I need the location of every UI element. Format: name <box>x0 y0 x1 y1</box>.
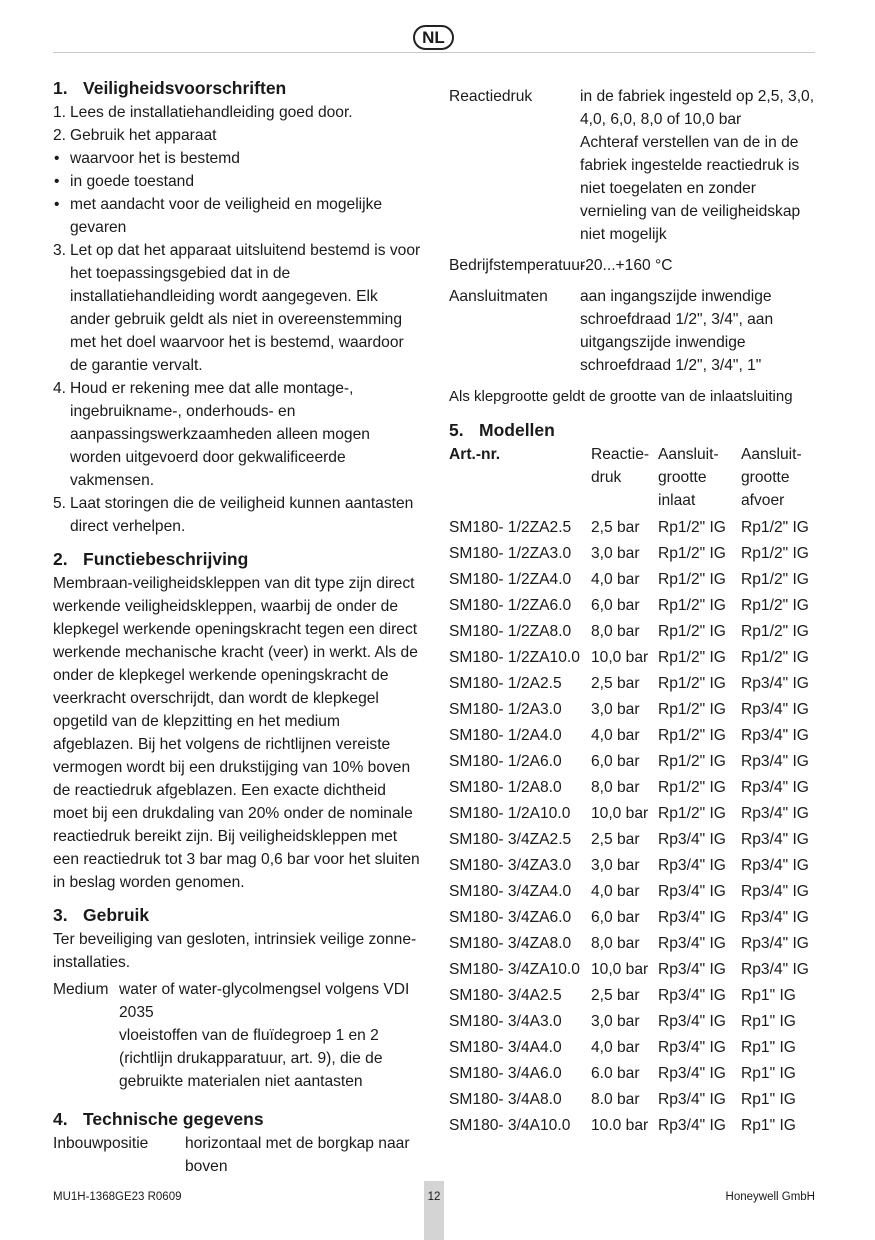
table-cell: Rp1/2" IG <box>658 649 726 666</box>
table-row <box>449 645 815 671</box>
models-table-body <box>449 515 815 1139</box>
usage-text: Ter beveiliging van gesloten, intrinsiek veilige zonne-installaties. <box>53 931 417 971</box>
table-cell: 2,5 bar <box>591 675 640 692</box>
table-cell: Rp3/4" IG <box>658 1039 726 1056</box>
table-cell: Rp1/2" IG <box>658 727 726 744</box>
table-cell: Rp1/2" IG <box>741 597 809 614</box>
operating-temperature-spec: Bedrijfstemperatuur -20...+160 °C <box>449 257 673 274</box>
table-cell: Rp3/4" IG <box>741 857 809 874</box>
table-row <box>449 931 815 957</box>
table-cell: Rp1/2" IG <box>658 597 726 614</box>
table-cell: Rp3/4" IG <box>741 675 809 692</box>
table-cell: Rp3/4" IG <box>741 701 809 718</box>
column-header: Art.-nr. <box>449 446 501 463</box>
table-cell: Rp1" IG <box>741 987 796 1004</box>
table-cell: SM180- 1/2A6.0 <box>449 753 562 770</box>
reaction-pressure-spec: Reactiedruk in de fabriek ingesteld op 2,5, 3,0, 4,0, 6,0, 8,0 of 10,0 bar Achteraf verstellen van de in de fabriek ingestelde reactiedruk is niet toegelaten en zonder vernieling van de veiligheidskap niet mogelijk <box>449 88 815 243</box>
table-cell: Rp3/4" IG <box>658 831 726 848</box>
table-row <box>449 1087 815 1113</box>
table-cell: 2,5 bar <box>591 519 640 536</box>
section-heading-function: 2. Functiebeschrijving <box>53 549 249 569</box>
list-item: 3. Let op dat het apparaat uitsluitend bestemd is voor het toepassingsgebied dat in de installatiehandleiding wordt aangegeven. Elk ander gebruik geldt als niet in overeenstemming met het doel waarvoor het is bestemd, waardoor de garantie vervalt. <box>53 242 421 374</box>
list-item: 5. Laat storingen die de veiligheid kunnen aantasten direct verhelpen. <box>53 495 414 535</box>
right-column <box>449 85 815 1139</box>
section-heading-technical: 4. Technische gegevens <box>53 1109 264 1129</box>
table-cell: SM180- 3/4ZA4.0 <box>449 883 572 900</box>
table-cell: 10,0 bar <box>591 961 649 978</box>
table-row <box>449 593 815 619</box>
table-cell: Rp3/4" IG <box>658 857 726 874</box>
connection-size-spec: Aansluitmaten aan ingangszijde inwendige schroefdraad 1/2", 3/4", aan uitgangszijde inwendige schroefdraad 1/2", 3/4", 1" <box>449 288 774 374</box>
table-cell: 4,0 bar <box>591 1039 640 1056</box>
company-name: Honeywell GmbH <box>725 1191 815 1203</box>
models-table-header <box>449 443 815 512</box>
table-row <box>449 1061 815 1087</box>
table-cell: 3,0 bar <box>591 545 640 562</box>
table-cell: 2,5 bar <box>591 831 640 848</box>
table-cell: SM180- 3/4ZA10.0 <box>449 961 580 978</box>
section-heading-usage: 3. Gebruik <box>53 905 150 925</box>
table-row <box>449 775 815 801</box>
table-cell: Rp3/4" IG <box>658 1091 726 1108</box>
table-cell: SM180- 3/4A3.0 <box>449 1013 562 1030</box>
table-row <box>449 671 815 697</box>
table-cell: SM180- 1/2A10.0 <box>449 805 571 822</box>
bullet-item: • waarvoor het is bestemd <box>53 147 421 170</box>
table-cell: 6,0 bar <box>591 753 640 770</box>
table-cell: 6,0 bar <box>591 909 640 926</box>
table-row <box>449 723 815 749</box>
table-row <box>449 853 815 879</box>
table-row <box>449 1009 815 1035</box>
valve-size-note: Als klepgrootte geldt de grootte van de inlaatsluiting <box>449 388 793 405</box>
table-row <box>449 827 815 853</box>
table-cell: SM180- 1/2A3.0 <box>449 701 562 718</box>
language-badge: NL <box>413 25 454 50</box>
table-cell: Rp1/2" IG <box>741 649 809 666</box>
table-cell: Rp1/2" IG <box>741 571 809 588</box>
header-divider <box>53 52 815 53</box>
table-row <box>449 541 815 567</box>
table-row <box>449 905 815 931</box>
table-row <box>449 619 815 645</box>
bullet-item: • met aandacht voor de veiligheid en mogelijke gevaren <box>53 193 421 239</box>
table-cell: SM180- 1/2ZA10.0 <box>449 649 580 666</box>
table-cell: 4,0 bar <box>591 883 640 900</box>
table-cell: Rp3/4" IG <box>741 727 809 744</box>
table-cell: SM180- 3/4A8.0 <box>449 1091 562 1108</box>
table-cell: SM180- 3/4ZA2.5 <box>449 831 572 848</box>
column-header: Reactie-druk <box>591 446 650 486</box>
table-cell: Rp1/2" IG <box>658 701 726 718</box>
table-cell: Rp3/4" IG <box>658 935 726 952</box>
table-cell: Rp1" IG <box>741 1013 796 1030</box>
table-cell: Rp1/2" IG <box>658 805 726 822</box>
table-cell: 8,0 bar <box>591 623 640 640</box>
table-cell: Rp1/2" IG <box>741 545 809 562</box>
table-cell: 6.0 bar <box>591 1065 640 1082</box>
table-cell: Rp3/4" IG <box>658 1117 726 1134</box>
table-cell: Rp3/4" IG <box>741 935 809 952</box>
table-row <box>449 697 815 723</box>
page-number: 12 <box>424 1181 444 1240</box>
table-cell: 8,0 bar <box>591 779 640 796</box>
table-row <box>449 801 815 827</box>
table-cell: Rp1/2" IG <box>658 545 726 562</box>
table-cell: SM180- 1/2ZA3.0 <box>449 545 572 562</box>
table-cell: SM180- 3/4ZA3.0 <box>449 857 572 874</box>
table-cell: SM180- 1/2ZA2.5 <box>449 519 572 536</box>
table-cell: Rp3/4" IG <box>658 987 726 1004</box>
table-cell: Rp1/2" IG <box>658 675 726 692</box>
table-row <box>449 879 815 905</box>
table-cell: 2,5 bar <box>591 987 640 1004</box>
list-item: 1. Lees de installatiehandleiding goed door. <box>53 104 353 121</box>
table-row <box>449 749 815 775</box>
table-row <box>449 957 815 983</box>
table-cell: Rp1" IG <box>741 1091 796 1108</box>
table-cell: 4,0 bar <box>591 571 640 588</box>
table-row <box>449 1113 815 1139</box>
table-cell: Rp1" IG <box>741 1117 796 1134</box>
left-column <box>53 76 421 1178</box>
table-cell: SM180- 3/4ZA8.0 <box>449 935 572 952</box>
table-cell: Rp3/4" IG <box>658 1065 726 1082</box>
table-cell: SM180- 3/4A4.0 <box>449 1039 562 1056</box>
column-header: Aansluit-grootte afvoer <box>741 446 802 509</box>
table-cell: 10,0 bar <box>591 805 649 822</box>
table-row <box>449 567 815 593</box>
section-heading-safety: 1. Veiligheidsvoorschriften <box>53 78 287 98</box>
table-cell: Rp3/4" IG <box>741 883 809 900</box>
table-cell: 3,0 bar <box>591 701 640 718</box>
table-cell: 6,0 bar <box>591 597 640 614</box>
table-cell: SM180- 3/4A6.0 <box>449 1065 562 1082</box>
medium-spec: Medium water of water-glycolmengsel volgens VDI 2035 vloeistoffen van de fluïdegroep 1 en 2 (richtlijn drukapparatuur, art. 9), die de gebruikte materialen niet aantasten <box>53 981 410 1090</box>
table-cell: 8.0 bar <box>591 1091 640 1108</box>
table-cell: Rp3/4" IG <box>741 909 809 926</box>
table-cell: Rp3/4" IG <box>741 753 809 770</box>
table-cell: Rp1" IG <box>741 1039 796 1056</box>
table-cell: SM180- 1/2A2.5 <box>449 675 562 692</box>
bullet-item: • in goede toestand <box>53 170 421 193</box>
table-cell: Rp1/2" IG <box>658 779 726 796</box>
table-cell: SM180- 3/4A2.5 <box>449 987 562 1004</box>
table-cell: 10.0 bar <box>591 1117 649 1134</box>
table-cell: SM180- 1/2A8.0 <box>449 779 562 796</box>
table-cell: SM180- 1/2ZA6.0 <box>449 597 572 614</box>
section-heading-models: 5. Modellen <box>449 420 555 440</box>
document-id: MU1H-1368GE23 R0609 <box>53 1191 182 1203</box>
table-row <box>449 1035 815 1061</box>
table-cell: 10,0 bar <box>591 649 649 666</box>
function-description: Membraan-veiligheidskleppen van dit type zijn direct werkende veiligheidskleppen, waarbij de onder de klepkegel werkende openingskracht tegen een direct werkende mechanische kracht (veer) in werkt. Als de onder de klepkegel werkende openingskracht de veerkracht overschrijdt, dan wordt de klepkegel opgetild van de klepzitting en het medium afgeblazen. Bij het volgens de richtlijnen vereiste vermogen wordt bij een drukstijging van 10% boven de reactiedruk afgeblazen. Een exacte dichtheid moet bij een drukdaling van 20% onder de nominale reactiedruk bereikt zijn. Bij veiligheidskleppen met een reactiedruk tot 3 bar mag 0,6 bar voor het sluiten in beslag worden genomen. <box>53 575 420 891</box>
table-cell: Rp3/4" IG <box>658 909 726 926</box>
table-cell: Rp1/2" IG <box>658 571 726 588</box>
table-row <box>449 983 815 1009</box>
table-cell: Rp1/2" IG <box>658 753 726 770</box>
mounting-position-spec: Inbouwpositie horizontaal met de borgkap naar boven <box>53 1135 410 1175</box>
table-cell: Rp1/2" IG <box>741 623 809 640</box>
table-cell: Rp1/2" IG <box>658 519 726 536</box>
table-cell: Rp1/2" IG <box>658 623 726 640</box>
table-cell: SM180- 1/2ZA4.0 <box>449 571 572 588</box>
table-cell: Rp1/2" IG <box>741 519 809 536</box>
table-cell: SM180- 1/2ZA8.0 <box>449 623 572 640</box>
table-cell: 4,0 bar <box>591 727 640 744</box>
table-cell: Rp3/4" IG <box>658 1013 726 1030</box>
table-cell: Rp3/4" IG <box>741 961 809 978</box>
table-cell: Rp1" IG <box>741 1065 796 1082</box>
table-cell: SM180- 3/4ZA6.0 <box>449 909 572 926</box>
table-cell: Rp3/4" IG <box>658 883 726 900</box>
table-cell: Rp3/4" IG <box>741 831 809 848</box>
table-cell: 3,0 bar <box>591 1013 640 1030</box>
table-cell: Rp3/4" IG <box>741 805 809 822</box>
table-cell: SM180- 1/2A4.0 <box>449 727 562 744</box>
table-cell: SM180- 3/4A10.0 <box>449 1117 571 1134</box>
table-cell: 3,0 bar <box>591 857 640 874</box>
table-cell: Rp3/4" IG <box>658 961 726 978</box>
table-cell: Rp3/4" IG <box>741 779 809 796</box>
column-header: Aansluit-grootte inlaat <box>658 446 719 509</box>
list-item: 2. Gebruik het apparaat <box>53 127 217 144</box>
table-row <box>449 515 815 541</box>
table-cell: 8,0 bar <box>591 935 640 952</box>
list-item: 4. Houd er rekening mee dat alle montage-, ingebruikname-, onderhouds- en aanpassingswerkzaamheden alleen mogen worden uitgevoerd door gekwalificeerde vakmensen. <box>53 380 370 489</box>
